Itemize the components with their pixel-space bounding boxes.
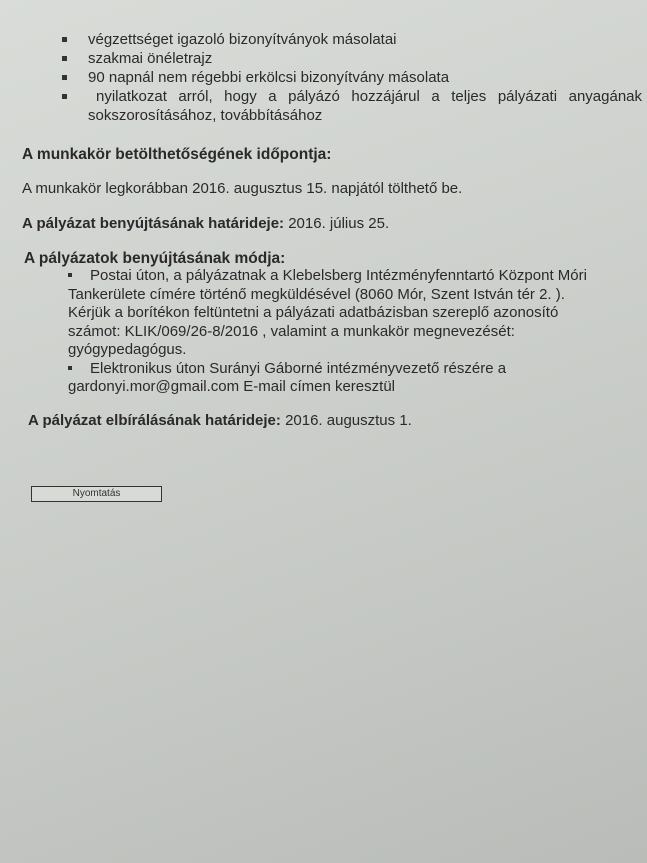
list-item-text: nyilatkozat arról, hogy a pályázó hozzájárul a teljes pályázati anyagának [96, 88, 642, 105]
postal-line-3: Kérjük a borítékon feltüntetni a pályázati adatbázisban szereplő azonosító [68, 304, 559, 321]
list-item-text: szakmai önéletrajz [88, 50, 213, 67]
evaluation-label: A pályázat elbírálásának határideje: [28, 412, 281, 429]
bullet-icon [62, 56, 67, 61]
bullet-icon [62, 75, 67, 80]
submission-list [68, 267, 628, 397]
deadline-value: 2016. július 25. [288, 215, 390, 232]
postal-line-4: számot: KLIK/069/26-8/2016 , valamint a munkakör megnevezését: [68, 322, 515, 340]
start-date-text: A munkakör legkorábban 2016. augusztus 15. napjától tölthető be. [22, 180, 463, 197]
deadline-label: A pályázat benyújtásának határideje: [22, 215, 285, 232]
list-item-text-continued: sokszorosításához, továbbításához [88, 107, 323, 124]
bullet-icon [62, 37, 67, 42]
list-item [62, 68, 642, 87]
list-item [62, 87, 642, 125]
postal-line-2: Tankerülete címére történő megküldésével (8060 Mór, Szent István tér 2. ). [68, 285, 565, 303]
evaluation-line [28, 412, 412, 429]
electronic-line-2: gardonyi.mor@gmail.com E-mail címen keresztül [68, 378, 395, 395]
list-item [62, 30, 642, 49]
start-date-heading: A munkakör betölthetőségének időpontja: [22, 146, 332, 163]
bullet-icon [68, 273, 72, 277]
submission-heading: A pályázatok benyújtásának módja: [24, 250, 286, 267]
list-item-text: végzettséget igazoló bizonyítványok másolatai [88, 31, 397, 48]
list-item [68, 267, 628, 360]
evaluation-value: 2016. augusztus 1. [285, 412, 412, 429]
deadline-line [22, 215, 389, 232]
print-button[interactable]: Nyomtatás [31, 486, 162, 502]
list-item-text: 90 napnál nem régebbi erkölcsi bizonyítvány másolata [88, 69, 450, 86]
list-item [62, 49, 642, 68]
electronic-line-1: Elektronikus úton Surányi Gáborné intézményvezető részére a [90, 359, 507, 377]
postal-line-5: gyógypedagógus. [68, 341, 187, 358]
bullet-icon [62, 94, 67, 99]
bullet-icon [68, 366, 72, 370]
list-item [68, 360, 628, 397]
postal-line-1: Postai úton, a pályázatnak a Klebelsberg Intézményfenntartó Központ Móri [90, 267, 587, 284]
requirements-list [62, 30, 642, 125]
